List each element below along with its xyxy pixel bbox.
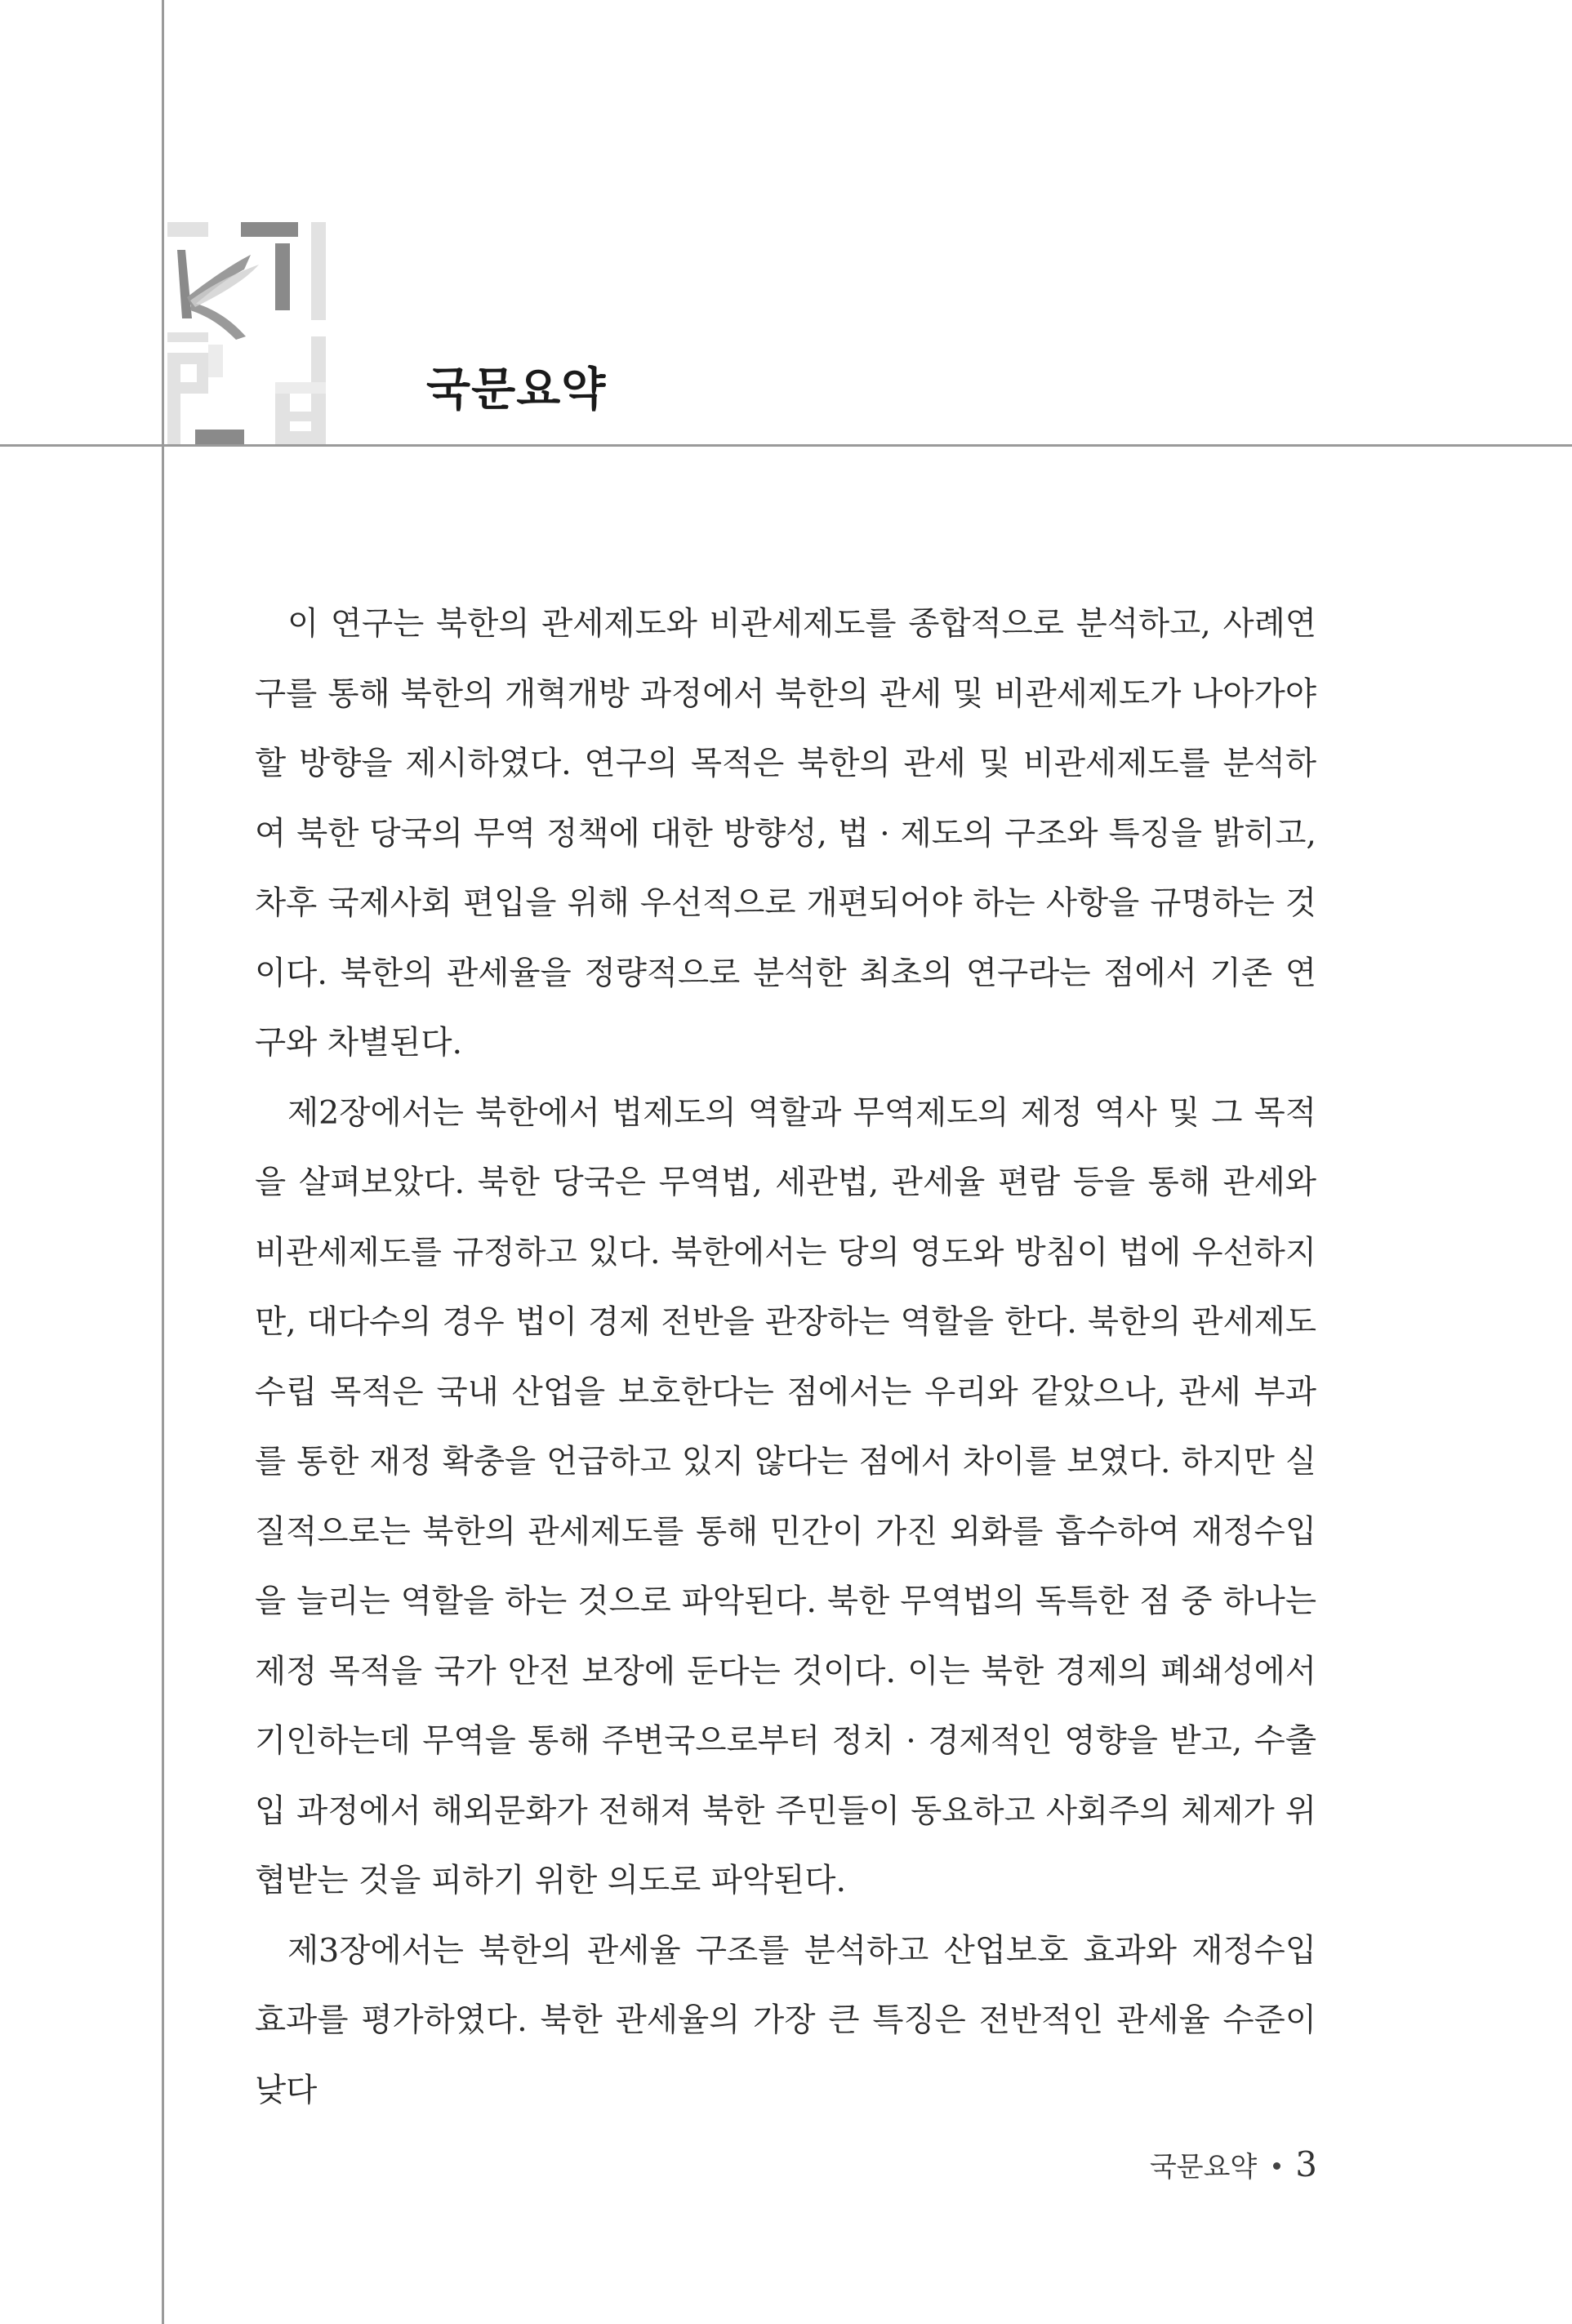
- paragraph-1: 이 연구는 북한의 관세제도와 비관세제도를 종합적으로 분석하고, 사례연구를 통해 북한의 개혁개방 과정에서 북한의 관세 및 비관세제도가 나아가야 할 방향을 제시하였다. 연구의 목적은 북한의 관세 및 비관세제도를 분석하여 북한 당국의 무역 정책에 대한 방향성, 법 · 제도의 구조와 특징을 밝히고, 차후 국제사회 편입을 위해 우선적으로 개편되어야 하는 사항을 규명하는 것이다. 북한의 관세율을 정량적으로 분석한 최초의 연구라는 점에서 기존 연구와 차별된다.: [255, 605, 1316, 1062]
- page-footer: [1150, 2144, 1317, 2188]
- page-title: 국문요약: [426, 363, 607, 416]
- margin-vertical-rule: [162, 0, 164, 2324]
- paragraph-2: 제2장에서는 북한에서 법제도의 역할과 무역제도의 제정 역사 및 그 목적을 살펴보았다. 북한 당국은 무역법, 세관법, 관세율 편람 등을 통해 관세와 비관세제도를 규정하고 있다. 북한에서는 당의 영도와 방침이 법에 우선하지만, 대다수의 경우 법이 경제 전반을 관장하는 역할을 한다. 북한의 관세제도 수립 목적은 국내 산업을 보호한다는 점에서는 우리와 같았으나, 관세 부과를 통한 재정 확충을 언급하고 있지 않다는 점에서 차이를 보였다. 하지만 실질적으로는 북한의 관세제도를 통해 민간이 가진 외화를 흡수하여 재정수입을 늘리는 역할을 하는 것으로 파악된다. 북한 무역법의 독특한 점 중 하나는 제정 목적을 국가 안전 보장에 둔다는 것이다. 이는 북한 경제의 폐쇄성에서 기인하는데 무역을 통해 주변국으로부터 정치 · 경제적인 영향을 받고, 수출입 과정에서 해외문화가 전해져 북한 주민들이 동요하고 사회주의 체제가 위협받는 것을 피하기 위한 의도로 파악된다.: [255, 1093, 1316, 1899]
- footer-section-label: 국문요약: [1149, 2151, 1258, 2184]
- page-number: 3: [1295, 2144, 1317, 2184]
- kpei-logo: [167, 222, 388, 444]
- summary-body: [255, 590, 1316, 2126]
- header-horizontal-rule: [0, 444, 1572, 447]
- bullet-separator-icon: [1273, 2162, 1280, 2170]
- paragraph-3: 제3장에서는 북한의 관세율 구조를 분석하고 산업보호 효과와 재정수입 효과를 평가하였다. 북한 관세율의 가장 큰 특징은 전반적인 관세율 수준이 낮다: [255, 1931, 1316, 2109]
